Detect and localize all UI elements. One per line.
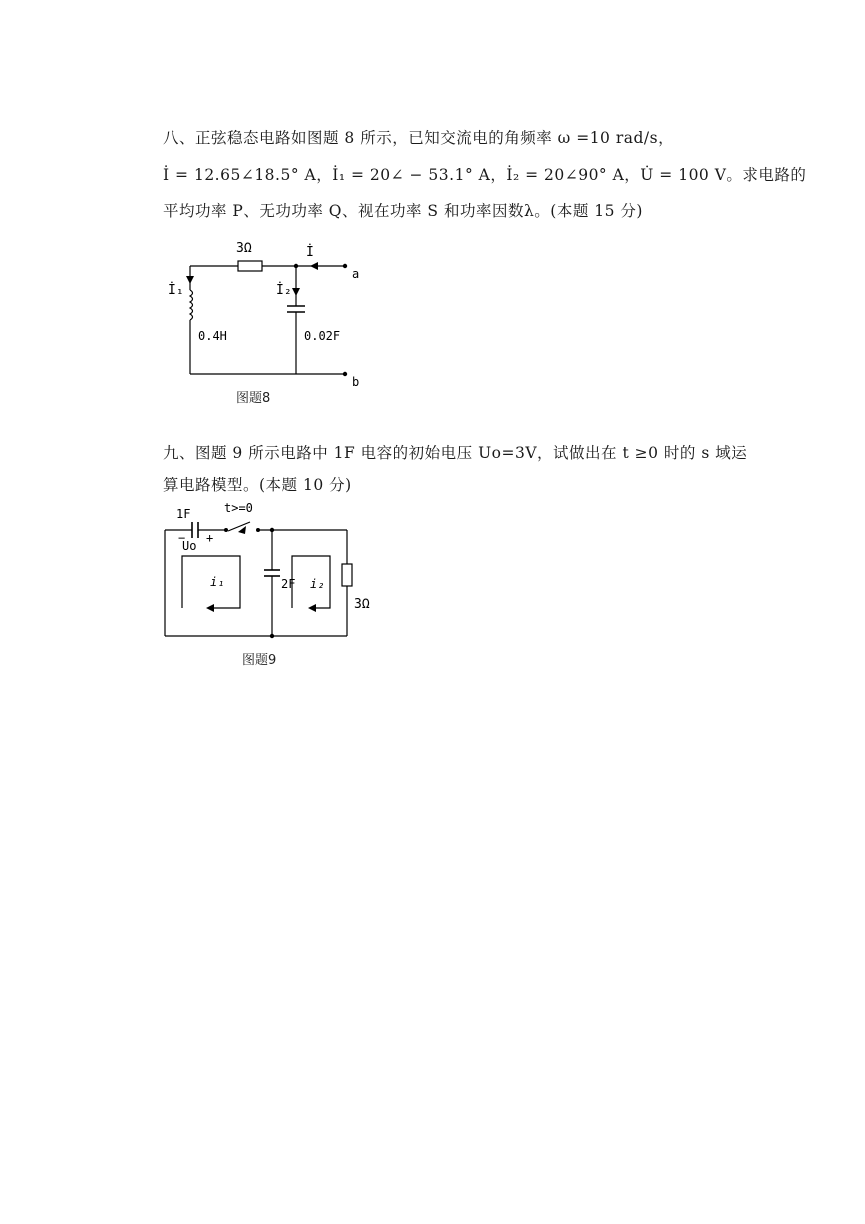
terminal-b-label: b	[352, 375, 360, 389]
loop-i2-label: i₂	[310, 577, 325, 591]
figure-9-caption: 图题9	[242, 653, 277, 668]
resistor-label-fig9: 3Ω	[354, 597, 370, 612]
figure-9-circuit	[150, 496, 390, 676]
uo-label: Uo	[182, 539, 197, 553]
current-label-I2: İ₂	[276, 283, 292, 298]
problem8-text-line3: 平均功率 P、无功功率 Q、视在功率 S 和功率因数λ。(本题 15 分)	[163, 202, 643, 220]
cap1-plus: +	[206, 531, 214, 545]
resistor-3ohm	[238, 261, 262, 271]
resistor-label: 3Ω	[236, 241, 252, 256]
cap2-label: 2F	[281, 577, 296, 591]
resistor-3ohm-fig9	[342, 564, 352, 586]
cap1-minus: −	[178, 531, 186, 545]
current-label-I: İ	[306, 245, 314, 260]
loop-i1-label: i₁	[210, 575, 225, 589]
problem9-text-line2: 算电路模型。(本题 10 分)	[163, 476, 352, 494]
current-arrow-I1	[186, 276, 194, 284]
current-arrow-I2	[292, 288, 300, 296]
problem8-text-line2: İ = 12.65∠18.5° A，İ₁ = 20∠ − 53.1° A，İ₂ = 20∠90° A，U̇ = 100 V。求电路的	[163, 166, 807, 184]
terminal-b-dot	[343, 372, 347, 376]
cap1-label: 1F	[176, 507, 191, 521]
problem9-text-line1: 九、图题 9 所示电路中 1F 电容的初始电压 Uo=3V，试做出在 t ≥0 时的 s 域运	[163, 444, 748, 462]
switch	[228, 522, 250, 531]
switch-label: t>=0	[224, 501, 253, 515]
current-label-I1: İ₁	[168, 283, 184, 298]
inductor-coil	[190, 290, 193, 320]
current-arrow-I	[310, 262, 318, 270]
figure-8-caption: 图题8	[236, 391, 271, 406]
capacitor-label: 0.02F	[304, 329, 341, 343]
figure-8-circuit	[150, 230, 390, 410]
problem8-text-line1: 八、正弦稳态电路如图题 8 所示，已知交流电的角频率 ω =10 rad/s，	[163, 129, 675, 147]
inductor-label: 0.4H	[198, 329, 227, 343]
terminal-a-dot	[343, 264, 347, 268]
terminal-a-label: a	[352, 267, 360, 281]
